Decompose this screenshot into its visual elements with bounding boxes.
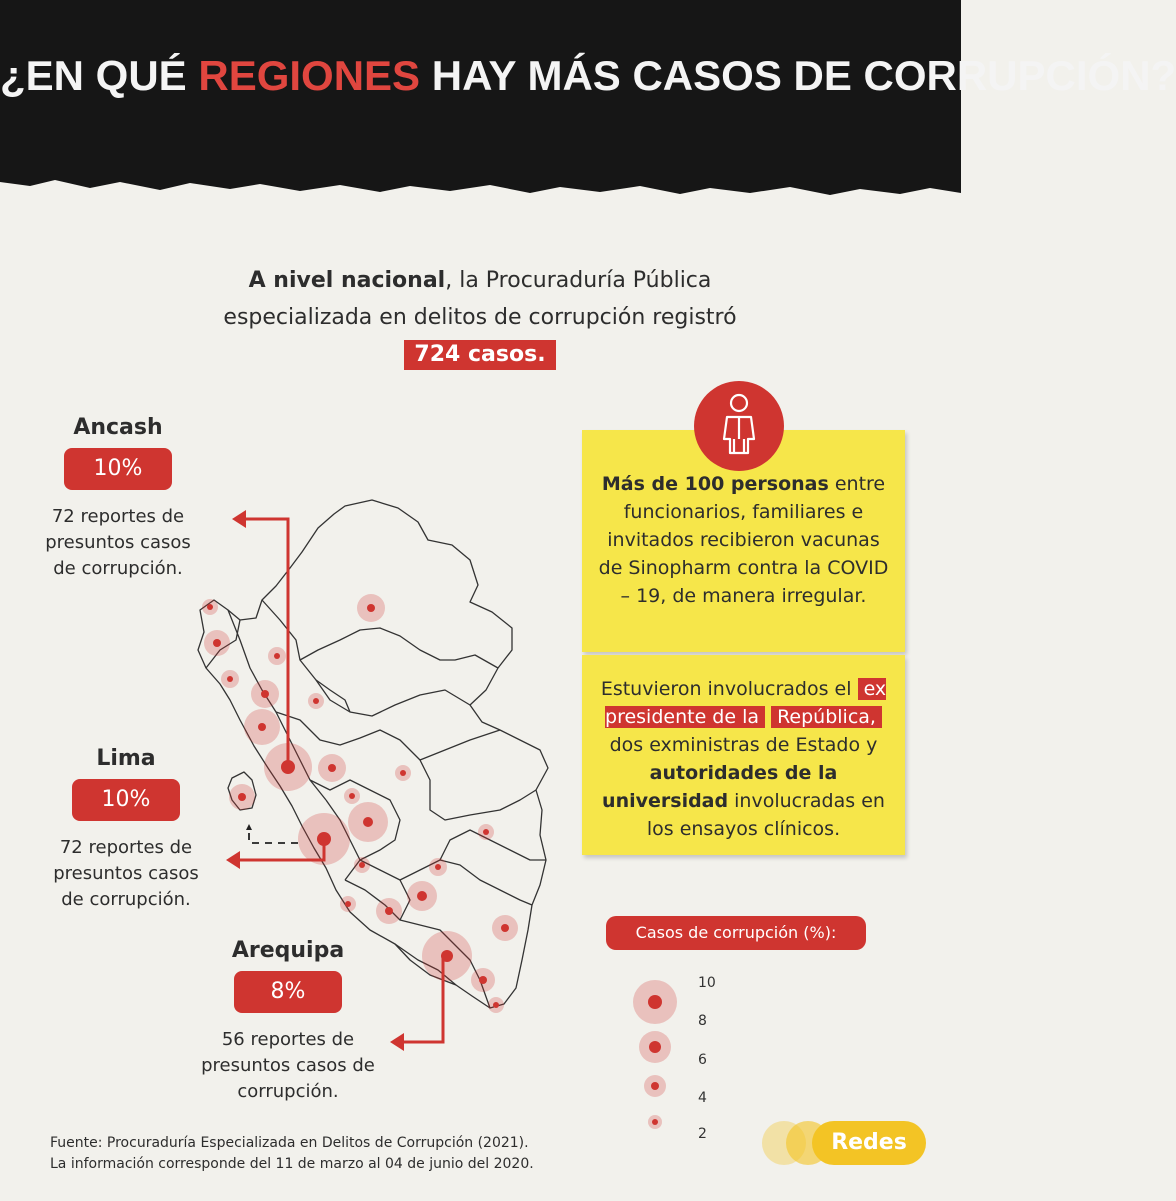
note1-text: entre funcionarios, familiares e invitados recibieron vacunas de Sinopharm contra la COVID – 19, de manera irregular. <box>598 473 889 607</box>
region-desc <box>46 835 206 913</box>
region-pct: 10% <box>64 448 172 490</box>
note2-mark1: ex presidente de la <box>605 678 887 728</box>
desc-line: presuntos casos <box>45 532 191 553</box>
intro-bold: A nivel nacional <box>248 268 446 293</box>
desc-line: 72 reportes de <box>59 837 193 858</box>
region-ancash <box>38 415 198 582</box>
legend-value: 8 <box>698 1013 707 1029</box>
desc-line: corrupción. <box>237 1081 339 1102</box>
note2-text1: Estuvieron involucrados el <box>600 678 858 700</box>
legend-title: Casos de corrupción (%): <box>606 916 866 950</box>
region-lima <box>46 746 206 913</box>
note1-bold: Más de 100 personas <box>601 473 829 495</box>
region-name: Ancash <box>73 415 163 440</box>
arrow-left-icon <box>232 510 246 528</box>
desc-line: 72 reportes de <box>51 506 185 527</box>
brand-name: Redes <box>812 1121 926 1165</box>
cases-badge: 724 casos. <box>404 340 555 370</box>
region-pct: 10% <box>72 779 180 821</box>
desc-line: presuntos casos de <box>201 1055 375 1076</box>
note-involved <box>582 655 905 855</box>
person-icon <box>694 381 784 471</box>
region-pct: 8% <box>234 971 342 1013</box>
note2-bold: autoridades de la universidad <box>602 762 838 812</box>
legend-value: 6 <box>698 1052 707 1068</box>
desc-line: de corrupción. <box>61 889 191 910</box>
intro-text1: , la Procuraduría Pública especializada en delitos de corrupción registró <box>223 268 737 330</box>
person-badge <box>694 381 784 471</box>
title-pre: ¿EN QUÉ <box>0 52 199 99</box>
legend-value: 10 <box>698 975 716 991</box>
title-highlight: REGIONES <box>198 52 421 99</box>
inset-pointer <box>249 833 300 843</box>
note2-text2: dos exministras de Estado y <box>609 734 878 756</box>
region-desc <box>198 1027 378 1105</box>
source-note <box>50 1133 534 1175</box>
region-name: Lima <box>96 746 156 771</box>
legend-value: 4 <box>698 1090 707 1106</box>
desc-line: de corrupción. <box>53 558 183 579</box>
source-line: La información corresponde del 11 de marzo al 04 de junio del 2020. <box>50 1156 534 1172</box>
arrow-left-icon <box>390 1033 404 1051</box>
region-arequipa <box>198 938 378 1105</box>
region-name: Arequipa <box>231 938 345 963</box>
region-desc <box>38 504 198 582</box>
desc-line: presuntos casos <box>53 863 199 884</box>
legend-value: 2 <box>698 1126 707 1142</box>
title-post: HAY MÁS CASOS DE CORRUPCIÓN? <box>420 52 1176 99</box>
note2-mark2: República, <box>771 706 882 728</box>
legend-circles <box>633 980 677 1129</box>
arrow-left-icon <box>226 851 240 869</box>
desc-line: 56 reportes de <box>221 1029 355 1050</box>
note2-text3: involucradas en los ensayos clínicos. <box>646 790 885 840</box>
brand-logo <box>762 1121 930 1165</box>
source-line: Fuente: Procuraduría Especializada en Delitos de Corrupción (2021). <box>50 1135 529 1151</box>
